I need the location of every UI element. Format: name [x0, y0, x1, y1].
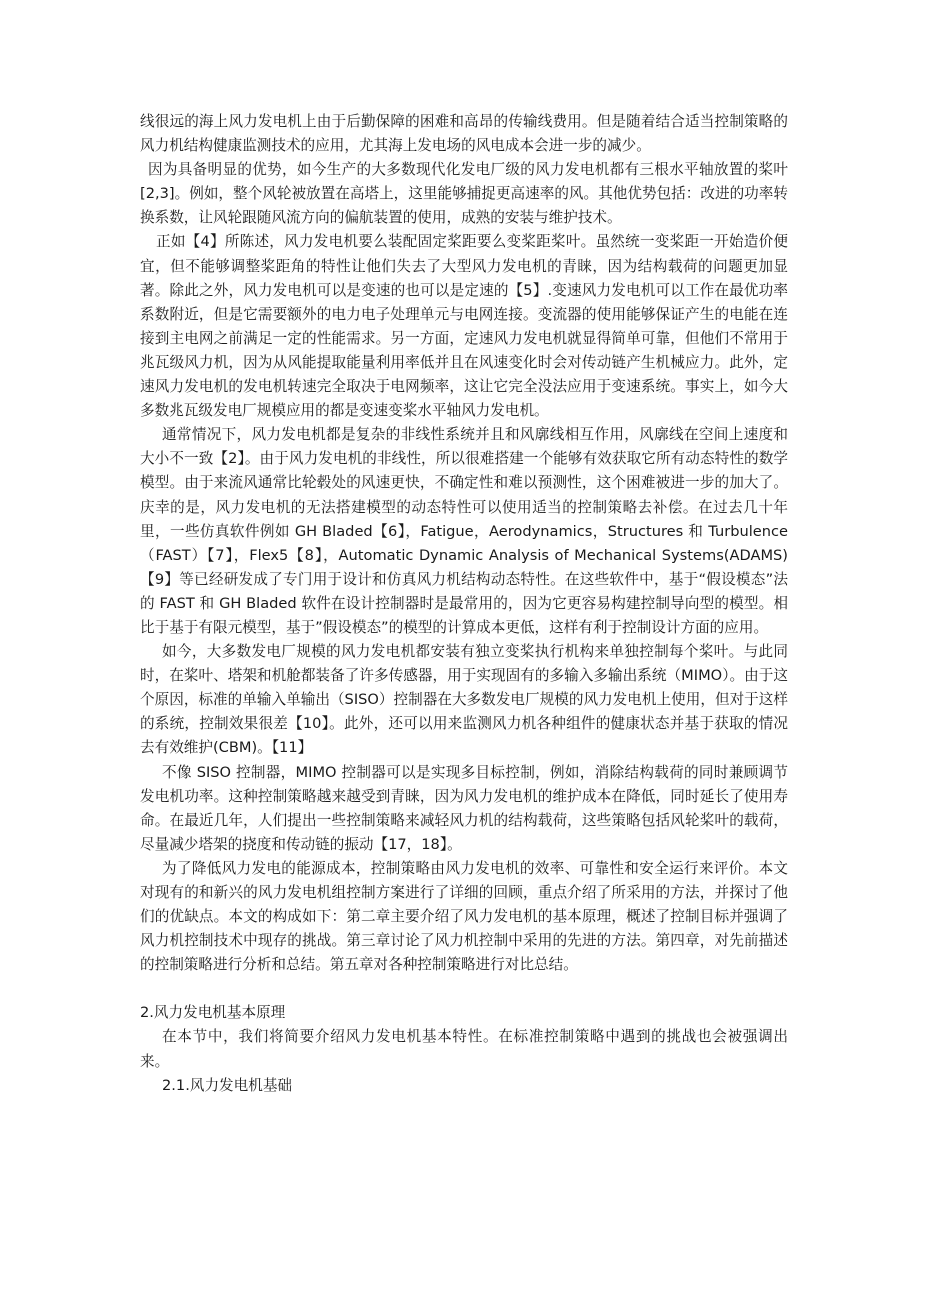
section-heading: 2.风力发电机基本原理	[140, 1004, 286, 1022]
paragraph-3: 正如【4】所陈述，风力发电机要么装配固定桨距要么变桨距桨叶。虽然统一变桨距一开始造价便宜，但不能够调整桨距角的特性让他们失去了大型风力发电机的青睐，因为结构载荷的问题更加显著。除此之外，风力发电机可以是变速的也可以是定速的【5】.变速风力发电机可以工作在最优功率系数附近，但是它需要额外的电力电子处理单元与电网连接。变流器的使用能够保证产生的电能在连接到主电网之前满足一定的性能需求。另一方面，定速风力发电机就显得简单可靠，但他们不常用于兆瓦级风力机，因为从风能提取能量利用率低并且在风速变化时会对传动链产生机械应力。此外，定速风力发电机的发电机转速完全取决于电网频率，这让它完全没法应用于变速系统。事实上，如今大多数兆瓦级发电厂规模应用的都是变速变桨水平轴风力发电机。	[140, 233, 788, 420]
subsection-heading: 2.1.风力发电机基础	[162, 1076, 293, 1094]
paragraph-5: 如今，大多数发电厂规模的风力发电机都安装有独立变桨执行机构来单独控制每个桨叶。与此同时，在桨叶、塔架和机舱都装备了许多传感器，用于实现固有的多输入多输出系统（MIMO）。由于这个原因，标准的单输入单输出（SISO）控制器在大多数发电厂规模的风力发电机上使用，但对于这样的系统，控制效果很差【10】。此外，还可以用来监测风力机各种组件的健康状态并基于获取的情况去有效维护(CBM)。【11】	[140, 643, 788, 757]
paragraph-4: 通常情况下，风力发电机都是复杂的非线性系统并且和风廓线相互作用，风廓线在空间上速度和大小不一致【2】。由于风力发电机的非线性，所以很难搭建一个能够有效获取它所有动态特性的数学模型。由于来流风通常比轮毂处的风速更快，不确定性和难以预测性，这个困难被进一步的加大了。庆幸的是，风力发电机的无法搭建模型的动态特性可以使用适当的控制策略去补偿。在过去几十年里，一些仿真软件例如 GH Bladed【6】，Fatigue，Aerodynamics，Structures 和 Turbulence（FAST）【7】，Flex5【8】，Automatic Dynamic Analysis of Mechanical Systems(ADAMS)【9】等已经研发成了专门用于设计和仿真风力机结构动态特性。在这些软件中，基于“假设模态”法的 FAST 和 GH Bladed 软件在设计控制器时是最常用的，因为它更容易构建控制导向型的模型。相比于基于有限元模型，基于”假设模态”的模型的计算成本更低，这样有利于控制设计方面的应用。	[140, 426, 788, 636]
paragraph-2: 因为具备明显的优势，如今生产的大多数现代化发电厂级的风力发电机都有三根水平轴放置的桨叶[2,3]。例如，整个风轮被放置在高塔上，这里能够捕捉更高速率的风。其他优势包括：改进的功率转换系数，让风轮跟随风流方向的偏航装置的使用，成熟的安装与维护技术。	[140, 161, 788, 227]
paragraph-7: 为了降低风力发电的能源成本，控制策略由风力发电机的效率、可靠性和安全运行来评价。本文对现有的和新兴的风力发电机组控制方案进行了详细的回顾，重点介绍了所采用的方法，并探讨了他们的优缺点。本文的构成如下：第二章主要介绍了风力发电机的基本原理，概述了控制目标并强调了风力机控制技术中现存的挑战。第三章讨论了风力机控制中采用的先进的方法。第四章，对先前描述的控制策略进行分析和总结。第五章对各种控制策略进行对比总结。	[140, 859, 788, 974]
paragraph-6: 不像 SISO 控制器，MIMO 控制器可以是实现多目标控制，例如，消除结构载荷的同时兼顾调节发电机功率。这种控制策略越来越受到青睐，因为风力发电机的维护成本在降低，同时延长了使用寿命。在最近几年，人们提出一些控制策略来减轻风力机的结构载荷，这些策略包括风轮桨叶的载荷，尽量减少塔架的挠度和传动链的振动【17，18】。	[140, 763, 788, 853]
section-intro: 在本节中，我们将简要介绍风力发电机基本特性。在标准控制策略中遇到的挑战也会被强调出来。	[140, 1028, 788, 1070]
document-page	[140, 110, 788, 1098]
paragraph-1: 线很远的海上风力发电机上由于后勤保障的困难和高昂的传输线费用。但是随着结合适当控制策略的风力机结构健康监测技术的应用，尤其海上发电场的风电成本会进一步的减少。	[140, 113, 788, 155]
